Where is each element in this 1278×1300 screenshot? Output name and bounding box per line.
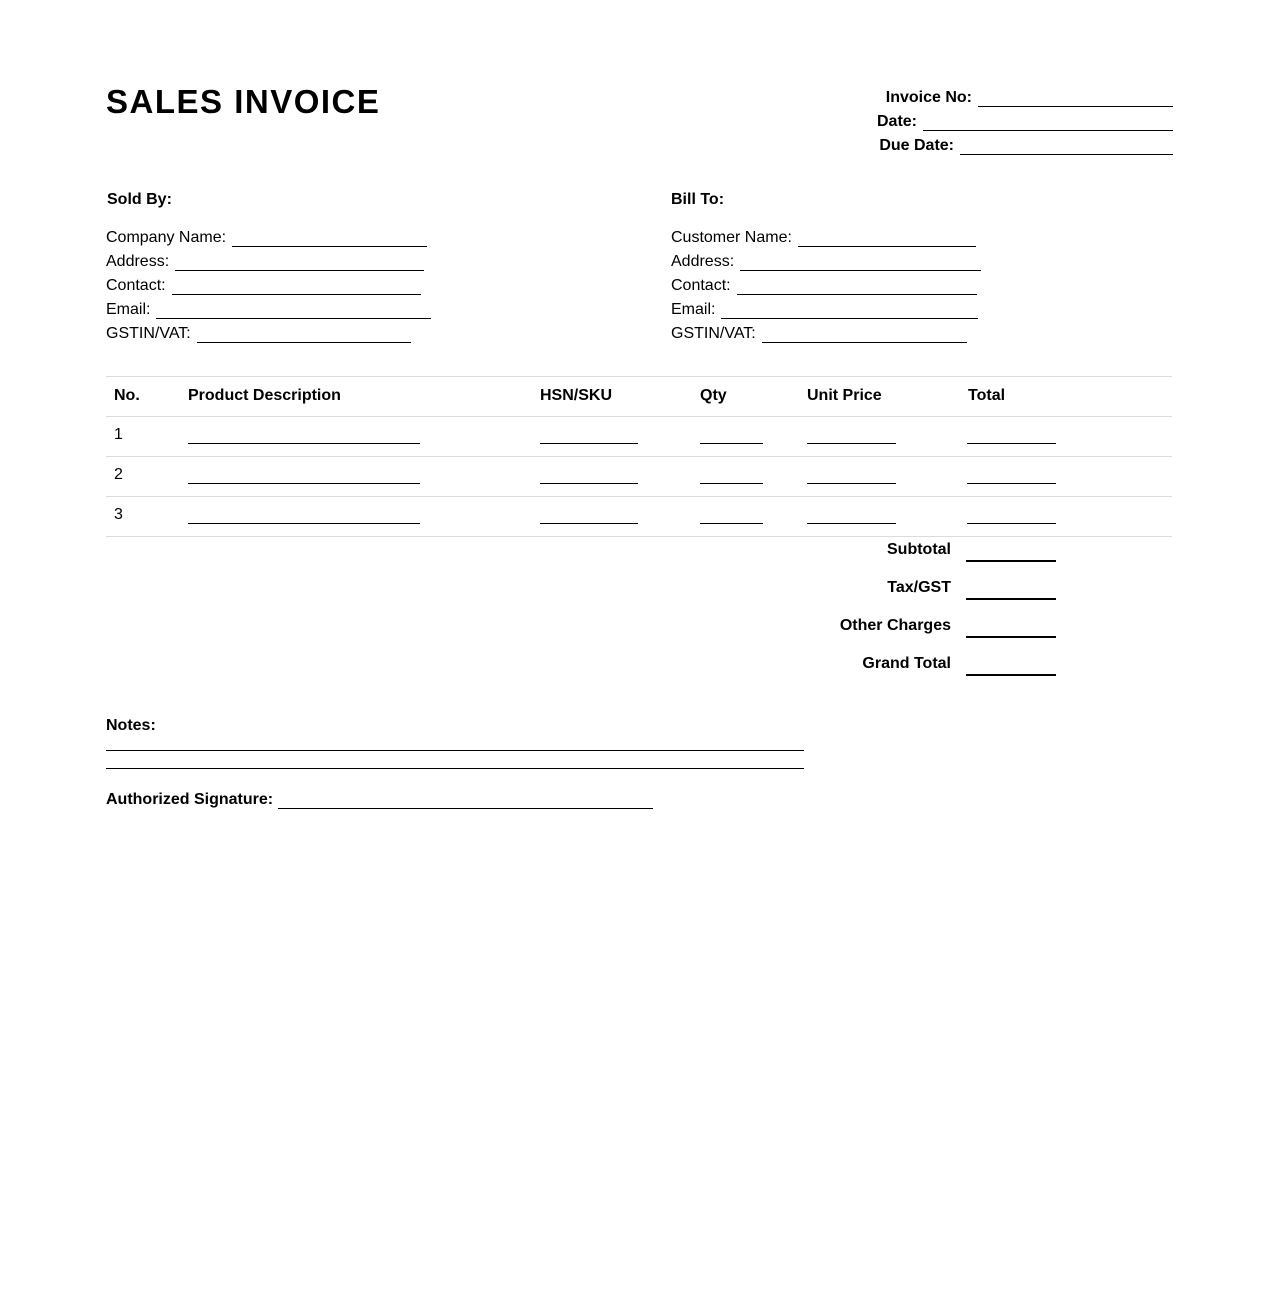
table-row (106, 496, 1172, 537)
tax-label: Tax/GST (887, 579, 951, 596)
line-total-input[interactable] (967, 523, 1056, 524)
seller-company-name-input[interactable] (232, 230, 427, 247)
subtotal-label: Subtotal (887, 541, 951, 558)
customer-address-input[interactable] (740, 254, 981, 271)
seller-contact-field (106, 271, 421, 295)
seller-email-field (106, 295, 431, 319)
other-charges-input[interactable] (966, 636, 1056, 638)
seller-company-name-label: Company Name: (106, 229, 227, 246)
seller-contact-label: Contact: (106, 277, 166, 294)
tax-input[interactable] (966, 598, 1056, 600)
row-number: 3 (114, 506, 123, 523)
seller-address-field (106, 247, 424, 271)
due-date-input[interactable] (960, 138, 1173, 155)
date-field (877, 107, 1173, 131)
signature-field (106, 785, 653, 809)
qty-input[interactable] (700, 523, 763, 524)
customer-email-input[interactable] (721, 302, 978, 319)
other-charges-label: Other Charges (839, 617, 951, 634)
seller-address-input[interactable] (175, 254, 424, 271)
grand-total-label: Grand Total (862, 655, 951, 672)
seller-gstin-input[interactable] (197, 326, 411, 343)
grand-total-row (0, 655, 1278, 677)
customer-gstin-label: GSTIN/VAT: (671, 325, 756, 342)
items-table (106, 376, 1172, 537)
customer-email-field (671, 295, 978, 319)
date-input[interactable] (923, 114, 1173, 131)
bill-to-heading: Bill To: (671, 191, 725, 208)
col-header-no: No. (114, 387, 140, 404)
grand-total-input[interactable] (966, 674, 1056, 676)
customer-contact-input[interactable] (737, 278, 977, 295)
table-row (106, 456, 1172, 496)
row-number: 2 (114, 466, 123, 483)
description-input[interactable] (188, 523, 420, 524)
customer-gstin-field (671, 319, 967, 343)
qty-input[interactable] (700, 483, 763, 484)
seller-address-label: Address: (106, 253, 170, 270)
customer-address-field (671, 247, 981, 271)
customer-name-input[interactable] (798, 230, 976, 247)
line-total-input[interactable] (967, 443, 1056, 444)
seller-company-name-field (106, 223, 427, 247)
seller-email-label: Email: (106, 301, 151, 318)
row-number: 1 (114, 426, 123, 443)
date-label: Date: (876, 113, 917, 130)
customer-gstin-input[interactable] (762, 326, 967, 343)
customer-contact-field (671, 271, 977, 295)
notes-label: Notes: (106, 717, 156, 734)
unit-price-input[interactable] (807, 443, 896, 444)
invoice-no-input[interactable] (978, 90, 1173, 107)
table-header-row (106, 376, 1172, 416)
due-date-label: Due Date: (879, 137, 954, 154)
customer-email-label: Email: (671, 301, 716, 318)
hsn-sku-input[interactable] (540, 483, 638, 484)
hsn-sku-input[interactable] (540, 443, 638, 444)
signature-label: Authorized Signature: (106, 791, 274, 808)
seller-email-input[interactable] (156, 302, 431, 319)
notes-line-1[interactable] (106, 750, 804, 751)
invoice-no-field (886, 83, 1173, 107)
unit-price-input[interactable] (807, 483, 896, 484)
tax-row (0, 579, 1278, 601)
due-date-field (879, 131, 1173, 155)
col-header-unit-price: Unit Price (807, 387, 882, 404)
col-header-hsn-sku: HSN/SKU (540, 387, 613, 404)
notes-line-2[interactable] (106, 768, 804, 769)
description-input[interactable] (188, 443, 420, 444)
qty-input[interactable] (700, 443, 763, 444)
col-header-qty: Qty (700, 387, 727, 404)
table-row (106, 416, 1172, 456)
invoice-no-label: Invoice No: (885, 89, 972, 106)
seller-gstin-label: GSTIN/VAT: (106, 325, 191, 342)
customer-name-label: Customer Name: (671, 229, 792, 246)
sold-by-heading: Sold By: (107, 191, 172, 208)
customer-contact-label: Contact: (671, 277, 731, 294)
line-total-input[interactable] (967, 483, 1056, 484)
subtotal-row (0, 541, 1278, 563)
other-charges-row (0, 617, 1278, 639)
col-header-total: Total (968, 387, 1006, 404)
signature-input[interactable] (278, 792, 653, 809)
seller-gstin-field (106, 319, 411, 343)
col-header-description: Product Description (188, 387, 341, 404)
subtotal-input[interactable] (966, 560, 1056, 562)
customer-address-label: Address: (671, 253, 735, 270)
unit-price-input[interactable] (807, 523, 896, 524)
description-input[interactable] (188, 483, 420, 484)
customer-name-field (671, 223, 976, 247)
hsn-sku-input[interactable] (540, 523, 638, 524)
invoice-title: SALES INVOICE (106, 83, 381, 120)
seller-contact-input[interactable] (172, 278, 421, 295)
